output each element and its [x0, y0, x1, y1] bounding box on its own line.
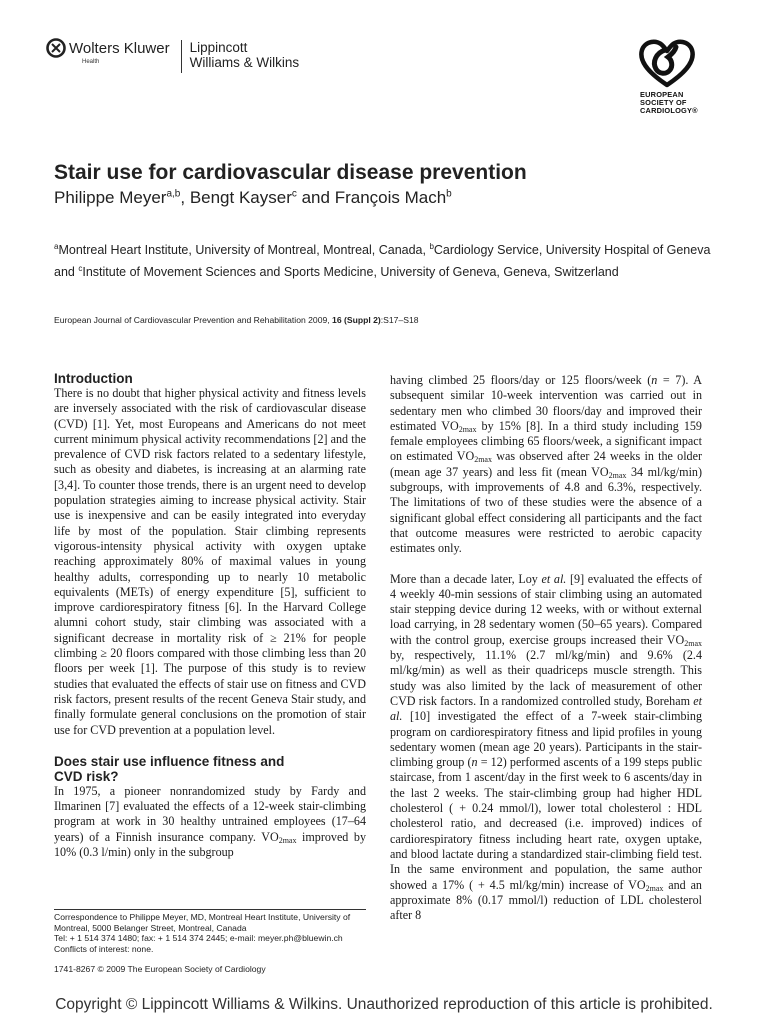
text-run: = 7). A subsequent similar 10-week intervention was carried out in sedentary men who climbed 30 floors/day and improved their estimated VO — [390, 373, 702, 433]
heading-line-2: CVD risk? — [54, 768, 119, 784]
text-run: by, respectively, 11.1% (2.7 ml/kg/min) and 9.6% (2.4 ml/kg/min) as well as their quadriceps muscle strength. This study was also limited by the lack of measurement of other CVD risk factors. In a randomized controlled study, Boreham — [390, 648, 702, 708]
affiliation-mark: c — [78, 263, 83, 273]
journal-name: European Journal of Cardiovascular Prevention and Rehabilitation — [54, 315, 306, 325]
author-name: François Mach — [334, 188, 447, 207]
right-column — [390, 373, 702, 923]
copyright-notice: Copyright © Lippincott Williams & Wilkins. Unauthorized reproduction of this article is prohibited. — [55, 996, 713, 1013]
affiliation-text: Cardiology Service, University Hospital of Geneva and — [54, 243, 711, 279]
vo2max-subscript: 2max — [684, 638, 702, 648]
studies-paragraph-2 — [390, 572, 702, 924]
society-line-3: CARDIOLOGY® — [640, 106, 698, 115]
correspondence-contact: Tel: + 1 514 374 1480; fax: + 1 514 374 2445; e-mail: meyer.ph@bluewin.ch — [54, 933, 343, 944]
affiliation-text: Institute of Movement Sciences and Sports Medicine, University of Geneva, Geneva, Switzerland — [82, 264, 619, 279]
vo2max-subscript: 2max — [458, 424, 477, 434]
section-heading-introduction: Introduction — [54, 371, 133, 386]
heading-line-1: Does stair use influence fitness and — [54, 753, 285, 769]
society-line-1: EUROPEAN — [640, 90, 684, 99]
citation-year: 2009, — [305, 315, 333, 325]
publisher-logo — [46, 38, 299, 76]
text-run: [9] evaluated the effects of 4 weekly 40-min sessions of stair climbing using an automated stair stepping device during 12 weeks, with or without external load carrying, in 28 sedentary women (50–65 years). Compared with the control group, exercise groups increased their VO — [390, 571, 703, 647]
correspondence-footnote — [54, 912, 370, 954]
left-column — [54, 371, 366, 860]
publisher-name: Wolters Kluwer — [69, 39, 170, 57]
text-run: n — [471, 755, 478, 770]
society-name — [640, 91, 718, 115]
text-run: was observed after 24 weeks in the older (mean age 37 years) and less fit (mean VO — [390, 449, 702, 479]
author-affiliation-mark: c — [291, 188, 297, 200]
article-title: Stair use for cardiovascular disease prevention — [54, 161, 527, 184]
affiliation-mark: b — [429, 242, 434, 251]
text-run: and an approximate 8% (0.17 mmol/l) reduction of LDL cholesterol after 8 — [390, 877, 702, 923]
introduction-paragraph: There is no doubt that higher physical activity and fitness levels are inversely associated with the risk of cardiovascular disease (CVD) [1]. Yet, most Europeans and Americans do not meet current minimum physical activity recommendations [2] and the prevalence of CVD risk factors related to a sedentary lifestyle, such as obesity and diabetes, is increasing at an alarming rate [3,4]. To counter those trends, there is an urgent need to develop population strategies aiming to increase physical activity. Stair use is inexpensive and can be easily integrated into everyday life by most of the population. Stair climbing represents vigorous-intensity physical activity with oxygen uptake reaching approximately 80% of maximal values in young healthy adults, corresponding up to nearly 10 metabolic equivalents (METs) of energy expenditure [5], sufficient to improve cardiorespiratory fitness [6]. In the Harvard College alumni cohort study, stair climbing was associated with a significant decrease in mortality risk of ≥ 21% for people climbing ≥ 20 floors compared with those climbing less than 20 floors per week [1]. The purpose of this study is to review studies that evaluated the effects of stair use on fitness and CVD risk factors, present results of the recent Geneva Stair study, and finally formulate general conclusions on the promotion of stair use for CVD prevention at a population level. — [54, 386, 366, 737]
footnote-divider — [54, 909, 366, 910]
author-separator: , — [180, 188, 190, 207]
imprint-line-2: Williams & Wilkins — [189, 55, 300, 70]
author-separator: and — [296, 188, 335, 207]
text-run: More than a decade later, Loy — [390, 571, 542, 586]
citation-pages: :S17–S18 — [380, 315, 419, 325]
issn-line: 1741-8267 © 2009 The European Society of Cardiology — [54, 964, 266, 974]
author-affiliation-mark: a,b — [166, 188, 181, 200]
logo-divider — [181, 40, 182, 73]
text-run: [10] investigated the effect of a 7-week stair-climbing program on cardiorespiratory fitness and lipid profiles in young sedentary women (mean age 20 years). Participants in the stair-climbing group ( — [390, 709, 702, 770]
section-heading-stair-use — [54, 754, 366, 784]
affiliations — [54, 238, 724, 281]
affiliation-text: Montreal Heart Institute, University of Montreal, Montreal, Canada, — [58, 243, 430, 258]
journal-citation — [54, 315, 419, 325]
publisher-sub: Health — [82, 59, 100, 65]
stair-use-paragraph — [54, 784, 366, 860]
vo2max-subscript: 2max — [278, 835, 297, 845]
author-affiliation-mark: b — [446, 188, 452, 200]
imprint-name — [190, 38, 300, 70]
author-name: Philippe Meyer — [54, 188, 167, 207]
society-logo — [634, 38, 718, 115]
wolters-kluwer-mark — [46, 38, 170, 58]
text-run: improved by 10% (0.3 l/min) only in the subgroup — [54, 829, 366, 860]
text-run: = 12) performed ascents of a 199 steps public staircase, from 1 ascent/day in the first week to 6 ascents/day in the last 2 weeks. The stair-climbing group had higher HDL cholesterol ( + 0.24 mmol/l), lower total cholesterol : HDL cholesterol ratio, and decreased (i.e. improved) indices of cardiorespiratory fitness including heart rate, oxygen uptake, and blood lactate during a standardized stair-climbing field test. In the same environment and population, the same author showed a 17% ( + 4.5 ml/kg/min) increase of VO — [390, 755, 702, 892]
text-run: et al. — [541, 571, 567, 586]
affiliation-mark: a — [54, 242, 59, 251]
text-run: In 1975, a pioneer nonrandomized study by Fardy and Ilmarinen [7] evaluated the effects of a 12-week stair-climbing program at work in 30 healthy untrained employees (17–64 years) of a Finnish insurance company. VO — [54, 783, 366, 844]
studies-paragraph-1 — [390, 373, 702, 557]
text-run: by 15% [8]. In a third study including 159 female employees climbing 65 floors/week, a significant impact on estimated VO — [390, 418, 702, 464]
vo2max-subscript: 2max — [645, 883, 664, 893]
society-line-2: SOCIETY OF — [640, 98, 687, 107]
conflicts-statement: Conflicts of interest: none. — [54, 943, 154, 954]
wolters-kluwer-icon — [46, 38, 66, 58]
author-list — [54, 188, 452, 208]
correspondence-address: Correspondence to Philippe Meyer, MD, Montreal Heart Institute, University of Montreal, 5000 Belanger Street, Montreal, Canada — [54, 912, 351, 933]
text-run: 34 ml/kg/min) subgroups, with improvements of 4.8 and 6.3%, respectively. The limitations of two of these studies were the absence of a significant global effect considering all participants and the fact that outcome measures were restricted to aerobic capacity estimates only. — [390, 464, 703, 556]
text-run: et al. — [390, 693, 702, 724]
citation-supplement: (Suppl 2) — [341, 315, 381, 325]
text-run: n — [651, 373, 658, 387]
citation-volume: 16 — [332, 315, 342, 325]
author-name: Bengt Kayser — [189, 188, 292, 207]
imprint-line-1: Lippincott — [189, 40, 248, 55]
heart-logo-icon — [638, 38, 696, 88]
vo2max-subscript: 2max — [474, 455, 492, 465]
text-run: having climbed 25 floors/day or 125 floors/week ( — [390, 373, 652, 387]
vo2max-subscript: 2max — [608, 470, 627, 480]
